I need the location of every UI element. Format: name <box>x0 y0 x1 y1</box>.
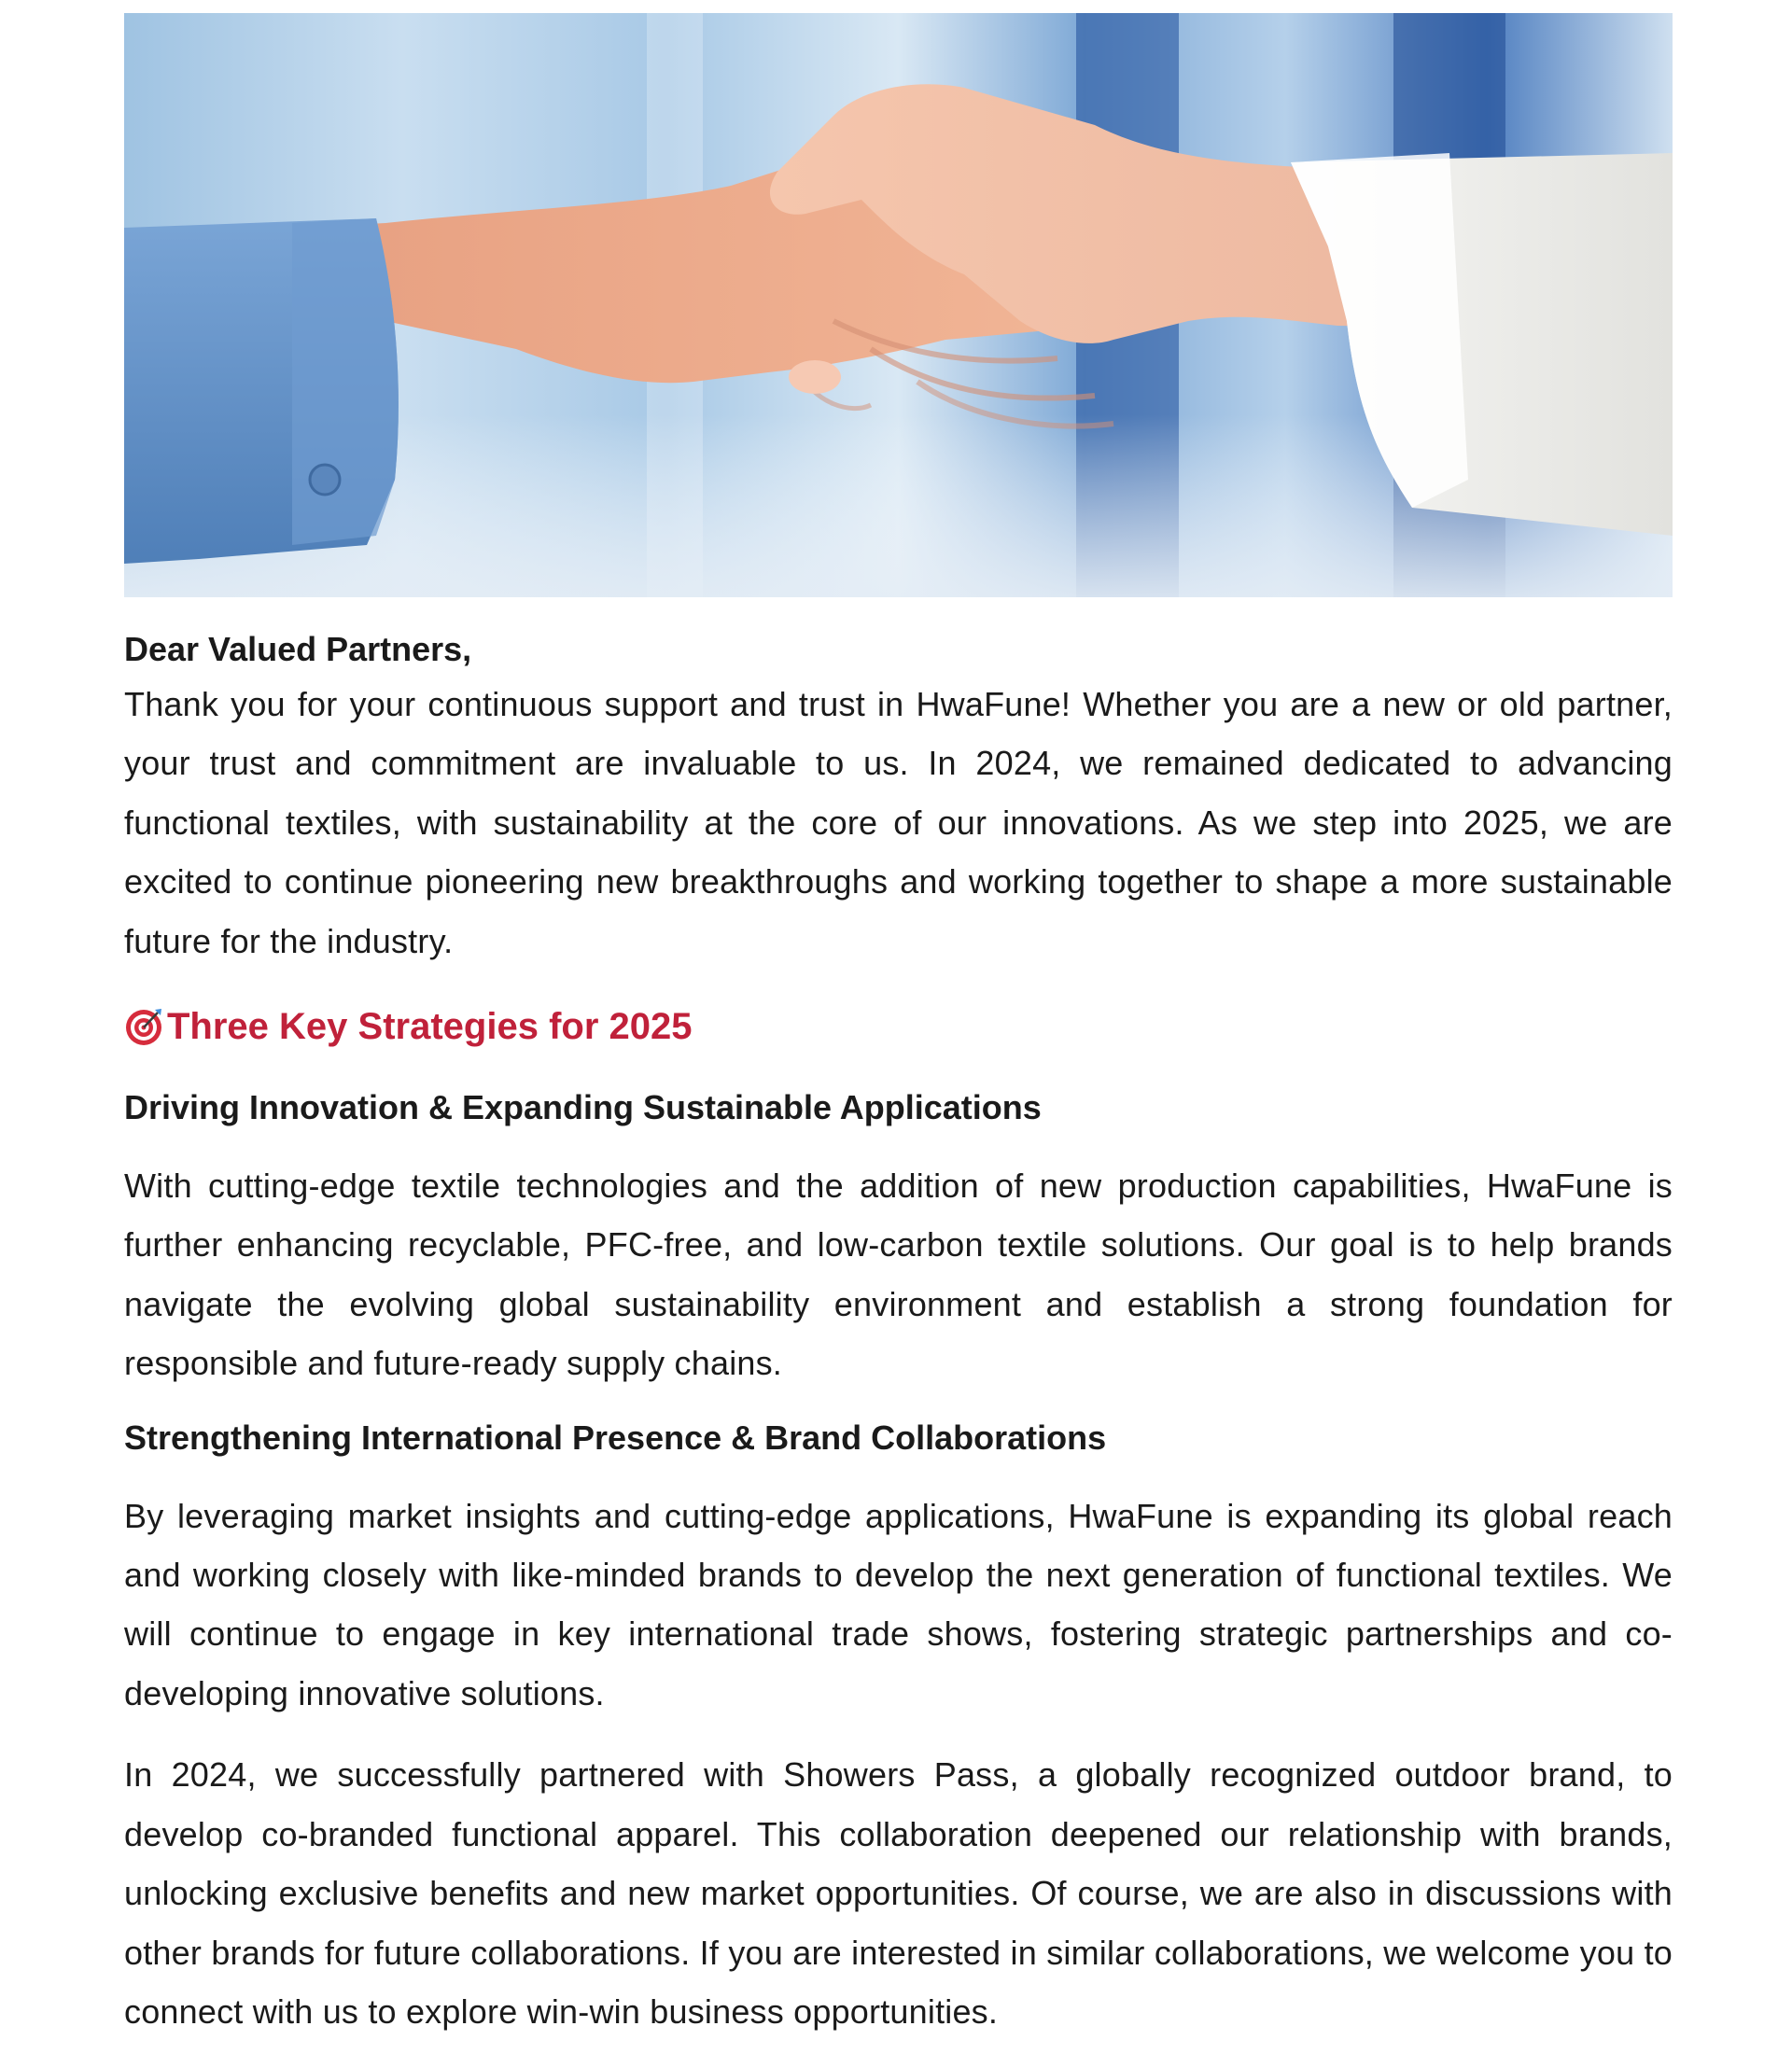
strategy1-paragraph: With cutting-edge textile technologies and the addition of new production capabilities, HwaFune is further enhancing recyclable, PFC-free, and low-carbon textile solutions. Our goal is to help brands navigate the evolving global sustainability environment and establish a strong foundation for responsible and future-ready supply chains. <box>124 1167 1673 1383</box>
section-title-text: Three Key Strategies for 2025 <box>167 1006 693 1048</box>
strategy2-paragraph-2: In 2024, we successfully partnered with Showers Pass, a globally recognized outdoor brand, to develop co-branded functional apparel. This collaboration deepened our relationship with brands, unlocking exclusive benefits and new market opportunities. Of course, we are also in discussions with other brands for future collaborations. If you are interested in similar collaborations, we welcome you to connect with us to explore win-win business opportunities. <box>124 1755 1673 2031</box>
strategy2-paragraph: By leveraging market insights and cutting-edge applications, HwaFune is expanding its global reach and working closely with like-minded brands to develop the next generation of functional textiles. We will continue to engage in key international trade shows, fostering strategic partnerships and co-developing innovative solutions. <box>124 1496 1673 1712</box>
target-icon <box>124 1006 165 1047</box>
strategy2-heading: Strengthening International Presence & Brand Collaborations <box>124 1418 1107 1457</box>
intro-paragraph: Thank you for your continuous support and trust in HwaFune! Whether you are a new or old partner, your trust and commitment are invaluable to us. In 2024, we remained dedicated to advancing functional textiles, with sustainability at the core of our innovations. As we step into 2025, we are excited to continue pioneering new breakthroughs and working together to shape a more sustainable future for the industry. <box>124 685 1673 960</box>
strategy1-heading: Driving Innovation & Expanding Sustainable Applications <box>124 1088 1042 1127</box>
handshake-hero-image <box>124 13 1673 597</box>
greeting: Dear Valued Partners, <box>124 630 472 668</box>
section-title <box>124 999 1673 1055</box>
handshake-photo-icon <box>124 13 1673 597</box>
letter-content <box>124 616 1673 2041</box>
